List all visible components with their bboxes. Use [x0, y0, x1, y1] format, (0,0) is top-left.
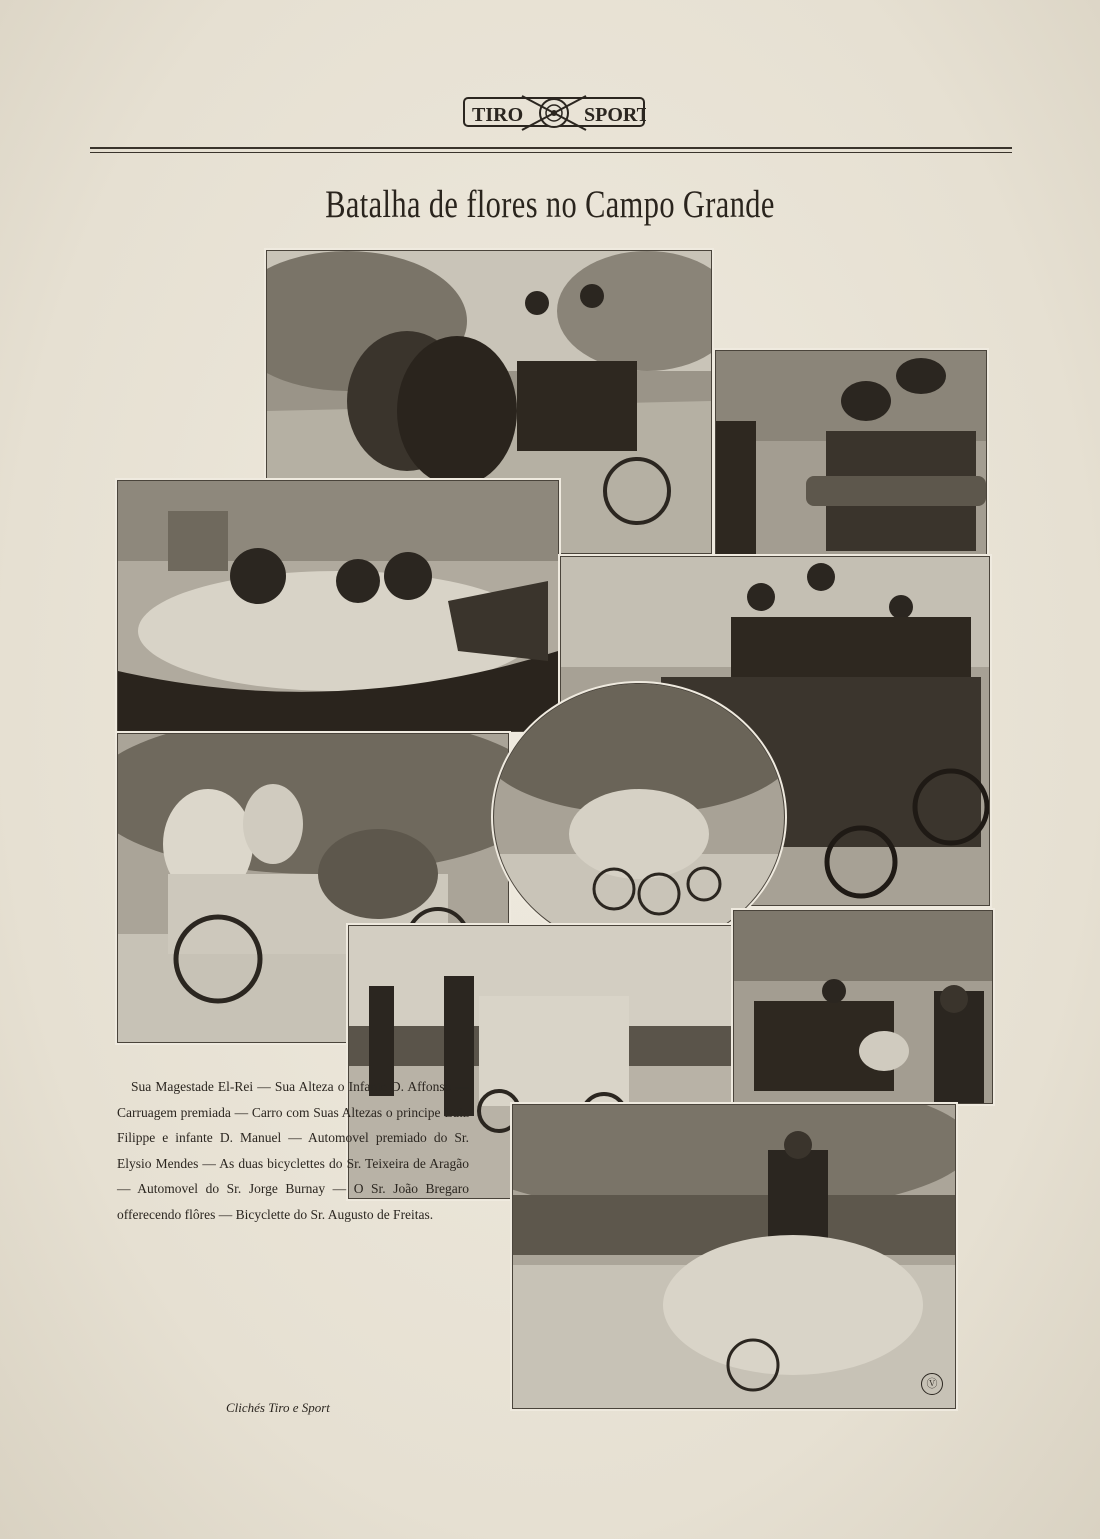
header-rule: [90, 147, 1012, 149]
photo-caption: [117, 1074, 469, 1227]
caption-text: Sua Magestade El-Rei — Sua Alteza o Infante D. Affonso — Carruagem premiada — Carro com Suas Altezas o principe Luiz Filippe e infante D. Manuel — Automovel premiado do Sr. Elysio Mendes — As duas bicyclettes do Sr. Teixeira de Aragão — Automovel do Sr. Jorge Burnay — O Sr. João Bregaro offerecendo flôres — Bicyclette do Sr. Augusto de Freitas.: [117, 1079, 469, 1222]
svg-text:SPORT: SPORT: [584, 104, 646, 126]
masthead-logo: [462, 92, 646, 134]
photo-prize-carriage: [117, 480, 559, 732]
page-mark: Ⓥ: [921, 1373, 943, 1395]
header-rule-thin: [90, 152, 1012, 153]
svg-text:TIRO: TIRO: [472, 104, 524, 126]
photo-freitas-bicycle: [512, 1104, 956, 1409]
photo-credit: Clichés Tiro e Sport: [226, 1400, 330, 1415]
photo-bregaro-flowers: [733, 910, 993, 1104]
photo-infante-afonso: [715, 350, 987, 558]
page-title: Batalha de flores no Campo Grande: [325, 183, 775, 226]
